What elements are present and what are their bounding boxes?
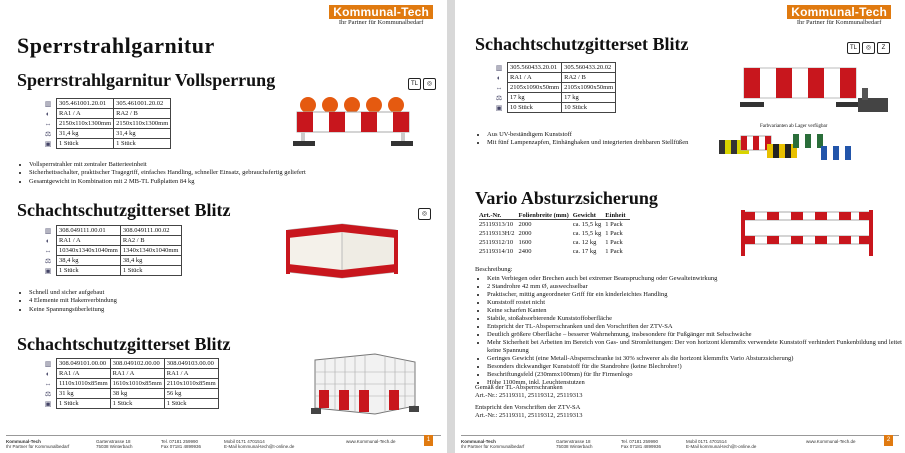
barrier-blitz-image [740, 58, 890, 118]
table-row: ⚖ 38,4 kg 38,4 kg [40, 256, 181, 266]
footer-website[interactable]: www.Kommunal-Tech.de [346, 439, 396, 444]
footer-company: Kommunal-Tech [461, 439, 496, 444]
table-row: ⇔ 10340x1340x1040mm 1340x1340x1040mm [40, 246, 181, 256]
spec-table [40, 98, 171, 149]
barrier-with-lights-image [293, 95, 413, 147]
dimension-icon: ⇔ [495, 83, 503, 92]
footer-tagline: Ihr Partner für Kommunalbedarf [6, 444, 70, 449]
feature-list: • Schnell und sicher aufgebaut • 4 Elemente mit Hakenverbindung • Keine Spannungsüberleitung [17, 289, 329, 314]
ztv-note: Entspricht den Vorschriften der ZTV-SA Art.-Nr.: 25119311, 25119312, 25119313 [475, 404, 583, 419]
dimension-icon: ⇔ [44, 246, 52, 255]
table-row: ⚖ 17 kg 17 kg [491, 93, 616, 103]
table-row: ▥ 305.560433.20.01 305.560433.20.02 [491, 63, 616, 73]
unit-icon: ▣ [44, 266, 52, 275]
section-heading: Sperrstrahlgarnitur Vollsperrung [17, 70, 276, 90]
page-1 [0, 0, 447, 453]
color-icon: ◐ [496, 73, 502, 82]
table-row: ◐ RA1 / A RA2 / B [40, 109, 171, 119]
unit-icon: ▣ [44, 139, 52, 148]
brand-logo: Kommunal-Tech [329, 5, 433, 19]
weight-icon: ⚖ [44, 129, 52, 138]
table-row: 25119312/10 1600 ca. 12 kg 1 Pack [479, 239, 623, 246]
table-row: ▥ 308.049111.00.01 308.049111.00.02 [40, 226, 181, 236]
table-row: ▣ 1 Stück 1 Stück 1 Stück [40, 399, 218, 409]
page-2 [455, 0, 905, 453]
article-icon: ▥ [44, 226, 52, 235]
table-row: ◐ RA1 / A RA2 / B [40, 236, 181, 246]
tl-note: Gemäß der TL-Absperrschranken Art.-Nr.: 25119311, 25119312, 25119313 [475, 384, 583, 399]
page-title: Sperrstrahlgarnitur [17, 33, 215, 58]
ce-icon: ◎ [423, 78, 436, 90]
dimension-icon: ⇔ [44, 379, 52, 388]
mesh-guard-set-image [305, 350, 425, 420]
table-row: ▣ 1 Stück 1 Stück [40, 139, 171, 149]
page-footer: Kommunal-Tech Ihr Partner für Kommunalbedarf Gartenstrasse 18 75038 Winterbach Tel. 07181 259990 Fax 07181 4899936 Mobil 0171 4701514 E-Mail kommunal-tech@t-online.de www.Kommunal-Tech.de [461, 435, 899, 450]
certification-icons [418, 208, 431, 220]
page-number: 1 [424, 435, 433, 446]
tl-icon: TL [408, 78, 421, 90]
tl-icon: TL [847, 42, 860, 54]
table-row: ▣ 1 Stück 1 Stück [40, 266, 181, 276]
weight-icon: ⚖ [44, 389, 52, 398]
footer-website[interactable]: www.Kommunal-Tech.de [806, 439, 856, 444]
table-header: Art.-Nr. Folienbreite (mm) Gewicht Einheit [479, 212, 630, 220]
article-icon: ▥ [44, 359, 52, 368]
ce-icon: ◎ [418, 208, 431, 220]
article-icon: ▥ [495, 63, 503, 72]
spec-table [40, 225, 182, 276]
color-icon: ◐ [45, 109, 51, 118]
unit-icon: ▣ [44, 399, 52, 408]
table-row: ◐ RA1 / A RA2 / B [491, 73, 616, 83]
table-row: ⇔ 1110x1010x85mm 1610x1010x85mm 2110x1010x85mm [40, 379, 218, 389]
color-icon: ◐ [45, 236, 51, 245]
vario-barrier-image [737, 208, 877, 260]
weight-icon: ⚖ [44, 256, 52, 265]
color-variants-caption: Farbvarianten ab Lager verfügbar [760, 124, 828, 129]
spec-table [491, 62, 616, 113]
table-row: ▣ 10 Stück 10 Stück [491, 103, 616, 113]
certification-icons [408, 78, 436, 90]
brand-header [787, 5, 891, 26]
section-heading: Vario Absturzsicherung [475, 188, 658, 208]
manhole-guard-set-image [282, 222, 402, 282]
ztv-icon: Z [877, 42, 890, 54]
color-icon: ◐ [45, 369, 51, 378]
weight-icon: ⚖ [495, 93, 503, 102]
feature-list: • Kein Verbiegen oder Brechen auch bei extremer Beanspruchung oder Gewalteinwirkung • 2 Standrohre 42 mm Ø, auswechselbar • Praktischer, mittig angeordneter Griff für ein kinderleichtes Handling • Kunststoff rostet nicht • Keine scharfen Kanten • Stabile, stoßabsorbierende Kunststoffoberfläche • Entspricht der TL-Absperrschranken und den Vorschriften der ZTV-SA • Deutlich größere Oberfläche – besserer Wahrnehmung, insbesondere für Fußgänger mit Sehschwäche • Mehr Sicherheit bei Arbeiten im Bereich von Gas- und Stromleitungen: Der von horizont klemmfix verwendete Kunststoff verhindert Funkenbildung und leitet keine Spannung • Geringes Gewicht (eine Metall-Absperrschranke ist 30% schwerer als die horizont klemmfix Vario Absturzsicherung) • Besonders dickwandiger Kunststoff für die Standrohre (keine Blechrohre!) • Beschriftungsfeld (230mmx100mm) für Ihr Firmenlogo • Höhe 1100mm, inkl. Leuchtenstutzen [475, 275, 905, 387]
feature-list: • Aus UV-beständigem Kunststoff • Mit fünf Lampenzapfen, Einhänghaken und integrierten drehbaren Stellfüßen [475, 131, 717, 148]
certification-icons [847, 42, 890, 54]
section-heading: Schachtschutzgitterset Blitz [17, 200, 231, 220]
feature-list: • Vollsperrstrahler mit zentraler Batterieeinheit • Sicherheitsschalter, praktischer Tragegriff, einfaches Handling, schneller Einsatz, gebrauchsfertig geliefert • Gesamtgewicht in Kombination mit 2 MB-TL Fußplatten 84 kg [17, 161, 447, 186]
brand-tagline: Ihr Partner für Kommunalbedarf [796, 19, 882, 26]
section-heading: Schachtschutzgitterset Blitz [17, 334, 231, 354]
vario-table [479, 212, 630, 256]
brand-tagline: Ihr Partner für Kommunalbedarf [338, 19, 424, 26]
unit-icon: ▣ [495, 103, 503, 112]
table-row: ▥ 305.461001.20.01 305.461001.20.02 [40, 99, 171, 109]
table-row: 25119314/10 2400 ca. 17 kg 1 Pack [479, 248, 623, 255]
brand-logo: Kommunal-Tech [787, 5, 891, 19]
spec-table [40, 358, 219, 409]
description-label: Beschreibung: [475, 266, 513, 273]
brand-header [329, 5, 433, 26]
table-row: ⇔ 2105x1090x50mm 2105x1090x50mm [491, 83, 616, 93]
table-row: ▥ 308.049101.00.00 308.049102.00.00 308.049103.00.00 [40, 359, 218, 369]
table-row: ⚖ 31,4 kg 31,4 kg [40, 129, 171, 139]
article-icon: ▥ [44, 99, 52, 108]
footer-tagline: Ihr Partner für Kommunalbedarf [461, 444, 525, 449]
ce-icon: ◎ [862, 42, 875, 54]
color-variants-image [717, 130, 855, 168]
table-row: ◐ RA1 /A RA1 / A RA1 / A [40, 369, 218, 379]
page-footer: Kommunal-Tech Ihr Partner für Kommunalbedarf Gartenstrasse 18 75038 Winterbach Tel. 07181 259990 Fax 07181 4899936 Mobil 0171 4701514 E-Mail kommunal-tech@t-online.de www.Kommunal-Tech.de [6, 435, 441, 450]
table-row: 25119313/10 2000 ca. 15,5 kg 1 Pack [479, 221, 623, 228]
table-row: ⇔ 2150x110x1300mm 2150x110x1300mm [40, 119, 171, 129]
table-row: 25119313H/2 2000 ca. 15,5 kg 1 Pack [479, 230, 623, 237]
dimension-icon: ⇔ [44, 119, 52, 128]
table-row: ⚖ 31 kg 38 kg 56 kg [40, 389, 218, 399]
footer-company: Kommunal-Tech [6, 439, 41, 444]
page-number: 2 [884, 435, 893, 446]
section-heading: Schachtschutzgitterset Blitz [475, 34, 689, 54]
